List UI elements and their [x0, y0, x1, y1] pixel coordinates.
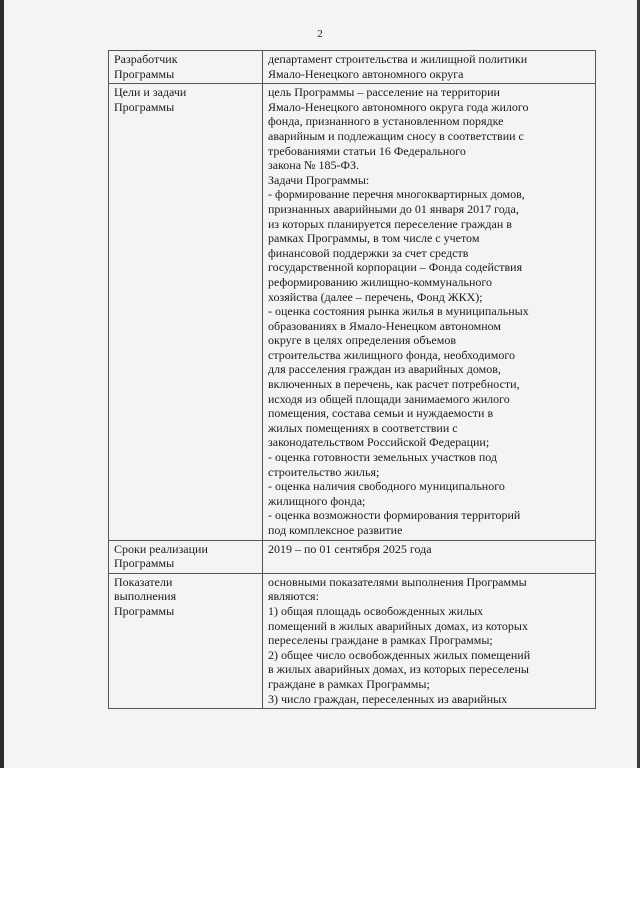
row-content-line: закона № 185-ФЗ. [268, 158, 359, 173]
row-label-line: Программы [114, 603, 175, 618]
row-content-line: хозяйства (далее – перечень, Фонд ЖКХ); [268, 289, 483, 304]
row-content-line: Ямало-Ненецкого автономного округа года жилого [268, 99, 529, 114]
row-label-line: Показатели [114, 574, 173, 589]
row-label-cell [109, 51, 263, 84]
row-content-line: - оценка готовности земельных участков под [268, 450, 498, 465]
row-content-line: включенных в перечень, как расчет потребности, [268, 377, 520, 392]
row-content-line: граждане в рамках Программы; [268, 676, 430, 691]
row-label-line: Программы [114, 556, 175, 571]
row-content-cell [263, 51, 596, 84]
row-label-line: Программы [114, 66, 175, 81]
table-row [109, 51, 596, 84]
row-content-line: исходя из общей площади занимаемого жилого [268, 391, 510, 406]
row-label-line: выполнения [114, 589, 177, 604]
row-content-line: строительство жилья; [268, 464, 380, 479]
row-content-line: Ямало-Ненецкого автономного округа [268, 66, 464, 81]
table-row [109, 540, 596, 573]
row-content-line: строительства жилищного фонда, необходимого [268, 347, 515, 362]
row-content-line: признанных аварийными до 01 января 2017 года, [268, 201, 519, 216]
row-content-cell [263, 573, 596, 708]
row-content-line: рамках Программы, в том числе с учетом [268, 231, 480, 246]
row-content-line: - оценка состояния рынка жилья в муниципальных [268, 304, 529, 319]
row-content-line: - оценка возможности формирования территорий [268, 508, 521, 523]
table-body [109, 51, 596, 709]
row-content-cell [263, 84, 596, 540]
row-label-line: Сроки реализации [114, 541, 208, 556]
row-content-line: округе в целях определения объемов [268, 333, 456, 348]
row-content-line: фонда, признанного в установленном порядке [268, 114, 504, 129]
row-content-line: являются: [268, 589, 319, 604]
row-content-line: - формирование перечня многоквартирных домов, [268, 187, 525, 202]
row-content-line: под комплексное развитие [268, 523, 403, 537]
row-content-line: цель Программы – расселение на территории [268, 85, 500, 100]
row-content-line: аварийным и подлежащим сносу в соответствии с [268, 128, 524, 143]
row-content-line: жилых помещениях в соответствии с [268, 420, 458, 435]
row-content-line: помещений в жилых аварийных домах, из которых [268, 618, 528, 633]
row-content-line: законодательством Российской Федерации; [268, 435, 490, 450]
row-label-cell [109, 573, 263, 708]
program-passport-table [108, 50, 596, 709]
row-label-cell [109, 84, 263, 540]
row-content-line: государственной корпорации – Фонда содействия [268, 260, 523, 275]
row-content-line: для расселения граждан из аварийных домов, [268, 362, 501, 377]
table-row [109, 84, 596, 540]
row-content-cell [263, 540, 596, 573]
scan-edge-left [0, 0, 4, 768]
row-content-line: из которых планируется переселение граждан в [268, 216, 512, 231]
row-content-line: в жилых аварийных домах, из которых переселены [268, 662, 529, 677]
row-content-line: 2) общее число освобожденных жилых помещений [268, 647, 531, 662]
table-row [109, 573, 596, 708]
row-content-line: требованиями статьи 16 Федерального [268, 143, 466, 158]
row-content-line: 2019 – по 01 сентября 2025 года [268, 541, 432, 556]
row-content-line: переселены граждане в рамках Программы; [268, 633, 493, 648]
row-content-line: образованиях в Ямало-Ненецком автономном [268, 318, 501, 333]
row-content-line: основными показателями выполнения Программы [268, 574, 527, 589]
row-content-line: жилищного фонда; [268, 493, 366, 508]
row-label-line: Разработчик [114, 52, 178, 66]
row-label-line: Программы [114, 99, 175, 114]
row-content-line: 1) общая площадь освобожденных жилых [268, 603, 484, 618]
row-content-line: помещения, состава семьи и нуждаемости в [268, 406, 494, 421]
row-content-line: департамент строительства и жилищной политики [268, 52, 528, 66]
row-content-line: реформированию жилищно-коммунального [268, 274, 493, 289]
row-label-line: Цели и задачи [114, 85, 187, 100]
row-label-cell [109, 540, 263, 573]
row-content-line: - оценка наличия свободного муниципального [268, 479, 505, 494]
row-content-line: финансовой поддержки за счет средств [268, 245, 469, 260]
row-content-line: 3) число граждан, переселенных из аварийных [268, 691, 508, 706]
row-content-line: Задачи Программы: [268, 172, 370, 187]
page-number: 2 [317, 28, 323, 40]
